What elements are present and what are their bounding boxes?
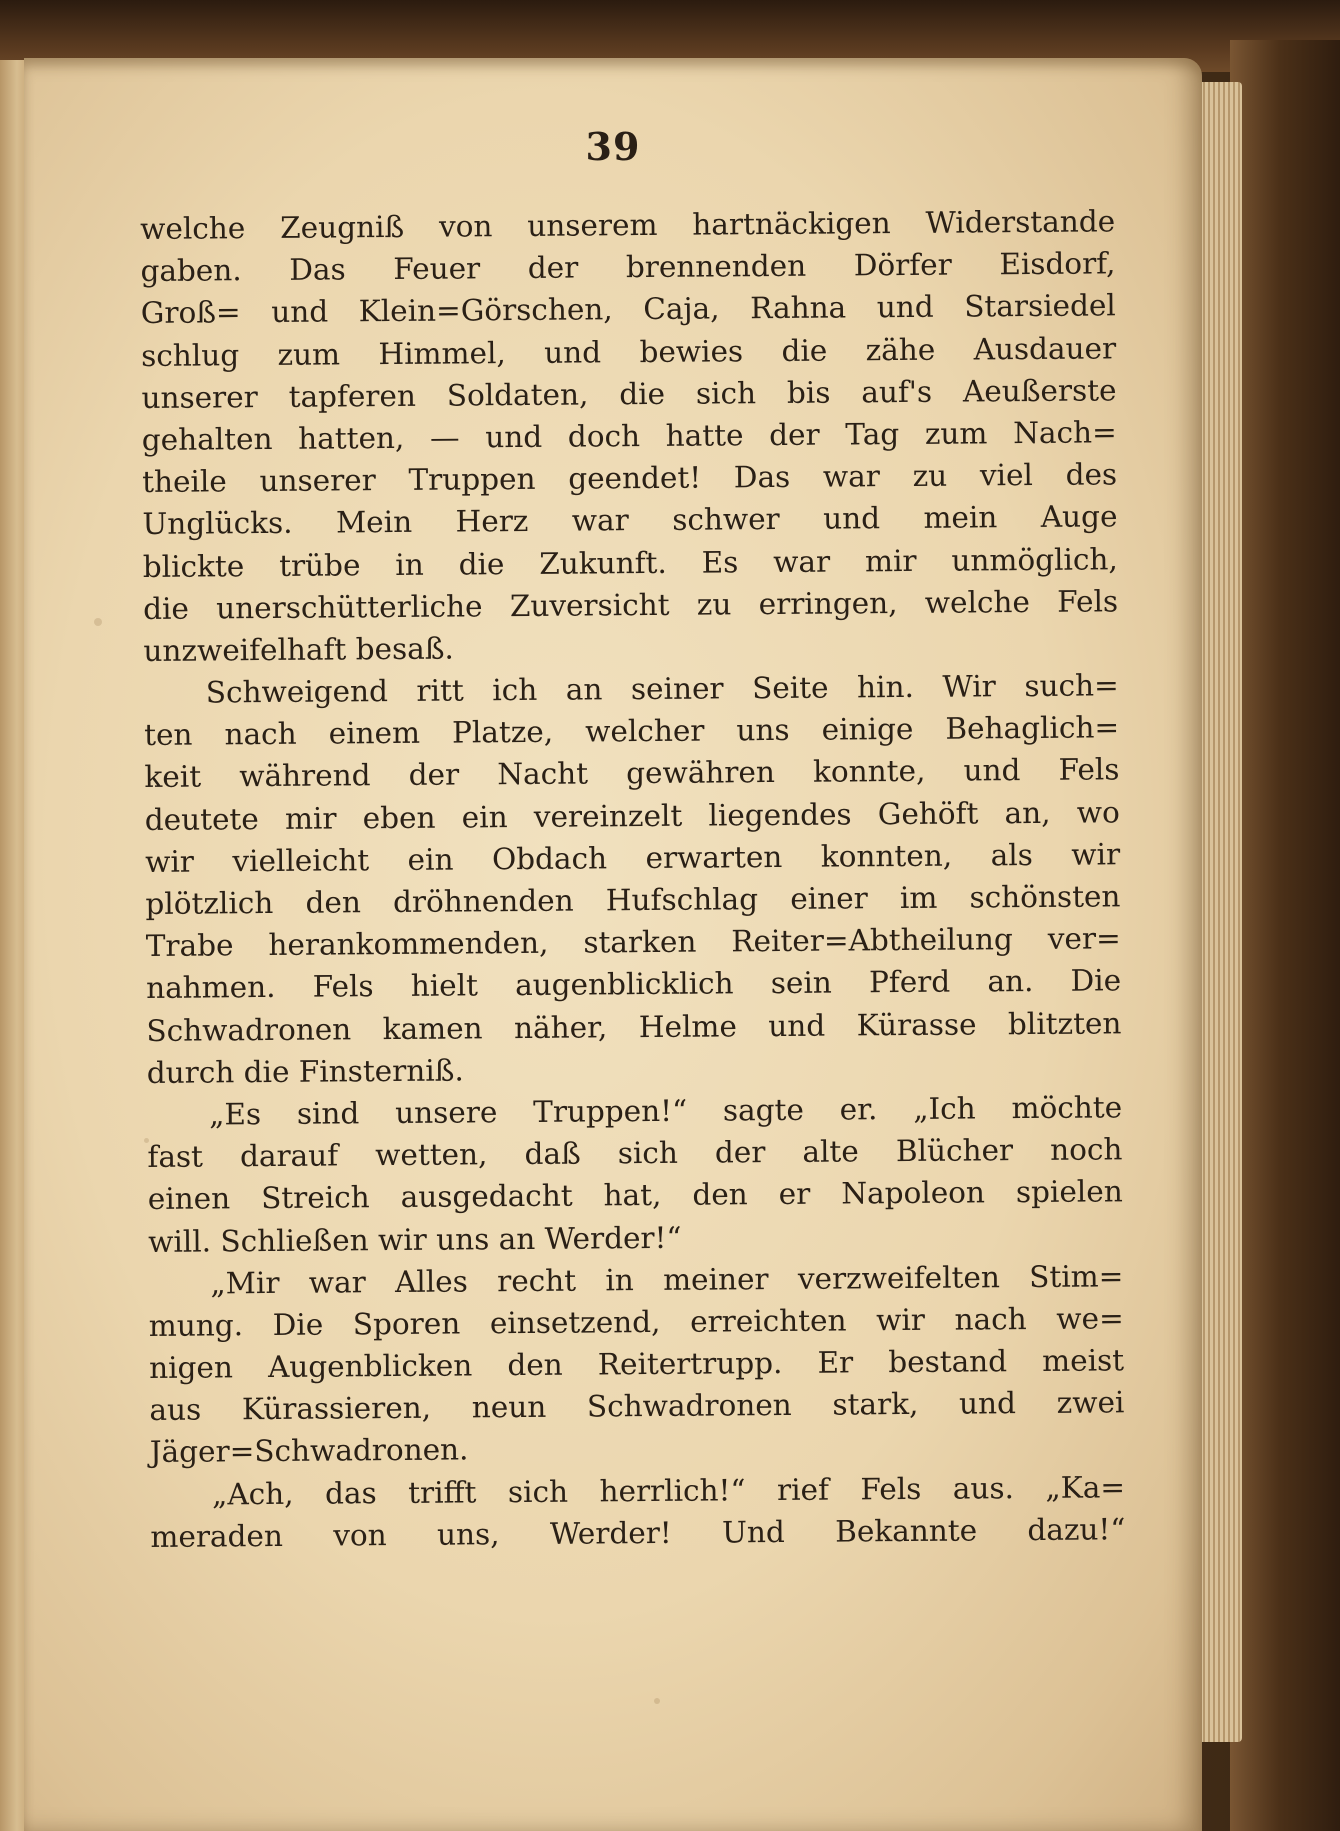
text-line: meraden von uns, Werder! Und Bekannte dazu!“ bbox=[150, 1512, 1126, 1554]
text-line: will. Schließen wir uns an Werder!“ bbox=[147, 1220, 682, 1259]
text-line: wir vielleicht ein Obdach erwarten konnten, als wir bbox=[145, 837, 1121, 879]
text-line: mung. Die Sporen einsetzend, erreichten wir nach we= bbox=[148, 1301, 1124, 1343]
text-line: „Es sind unsere Truppen!“ sagte er. „Ich möchte bbox=[208, 1090, 1123, 1132]
text-line: deutete mir eben ein vereinzelt liegendes Gehöft an, wo bbox=[144, 794, 1120, 837]
text-line: unzweifelhaft besaß. bbox=[143, 631, 454, 668]
text-line: gehalten hatten, — und doch hatte der Tag zum Nach= bbox=[141, 415, 1117, 457]
text-line: Unglücks. Mein Herz war schwer und mein Auge bbox=[142, 499, 1118, 542]
text-line: Schwadronen kamen näher, Helme und Kürasse blitzten bbox=[146, 1005, 1122, 1048]
text-line: aus Kürassieren, neun Schwadronen stark, und zwei bbox=[149, 1385, 1125, 1428]
book-cover-right-edge bbox=[1230, 40, 1340, 1831]
text-line: theile unserer Truppen geendet! Das war zu viel des bbox=[142, 457, 1118, 500]
text-line: ten nach einem Platze, welcher uns einige Behaglich= bbox=[144, 710, 1120, 753]
text-line: nahmen. Fels hielt augenblicklich sein Pferd an. Die bbox=[145, 963, 1122, 1006]
text-line: Trabe herankommenden, starken Reiter=Abtheilung ver= bbox=[145, 921, 1121, 964]
body-text bbox=[140, 200, 1126, 1558]
text-line: gaben. Das Feuer der brennenden Dörfer Eisdorf, bbox=[140, 246, 1116, 289]
text-line: „Ach, das trifft sich herrlich!“ rief Fels aus. „Ka= bbox=[211, 1469, 1126, 1512]
text-line: durch die Finsterniß. bbox=[146, 1053, 464, 1090]
text-line: einen Streich ausgedacht hat, den er Napoleon spielen bbox=[147, 1174, 1123, 1217]
text-line: Schweigend ritt ich an seiner Seite hin. Wir such= bbox=[205, 668, 1119, 710]
text-line: Groß= und Klein=Görschen, Caja, Rahna und Starsiedel bbox=[140, 288, 1116, 331]
page-number: 39 bbox=[585, 124, 641, 169]
text-line: welche Zeugniß von unserem hartnäckigen Widerstande bbox=[140, 204, 1116, 246]
text-line: schlug zum Himmel, und bewies die zähe Ausdauer bbox=[141, 330, 1117, 373]
text-line: die unerschütterliche Zuversicht zu erringen, welche Fels bbox=[143, 584, 1119, 626]
text-line: fast darauf wetten, daß sich der alte Blücher noch bbox=[147, 1132, 1123, 1175]
text-line: „Mir war Alles recht in meiner verzweifelten Stim= bbox=[210, 1258, 1124, 1301]
book-page bbox=[24, 58, 1202, 1831]
text-line: Jäger=Schwadronen. bbox=[149, 1432, 469, 1470]
text-line: plötzlich den dröhnenden Hufschlag einer im schönsten bbox=[145, 879, 1121, 921]
text-line: keit während der Nacht gewähren konnte, und Fels bbox=[144, 752, 1120, 795]
text-line: blickte trübe in die Zukunft. Es war mir unmöglich, bbox=[142, 541, 1118, 584]
text-line: unserer tapferen Soldaten, die sich bis auf's Aeußerste bbox=[141, 373, 1117, 415]
text-line: nigen Augenblicken den Reitertrupp. Er bestand meist bbox=[148, 1343, 1125, 1386]
